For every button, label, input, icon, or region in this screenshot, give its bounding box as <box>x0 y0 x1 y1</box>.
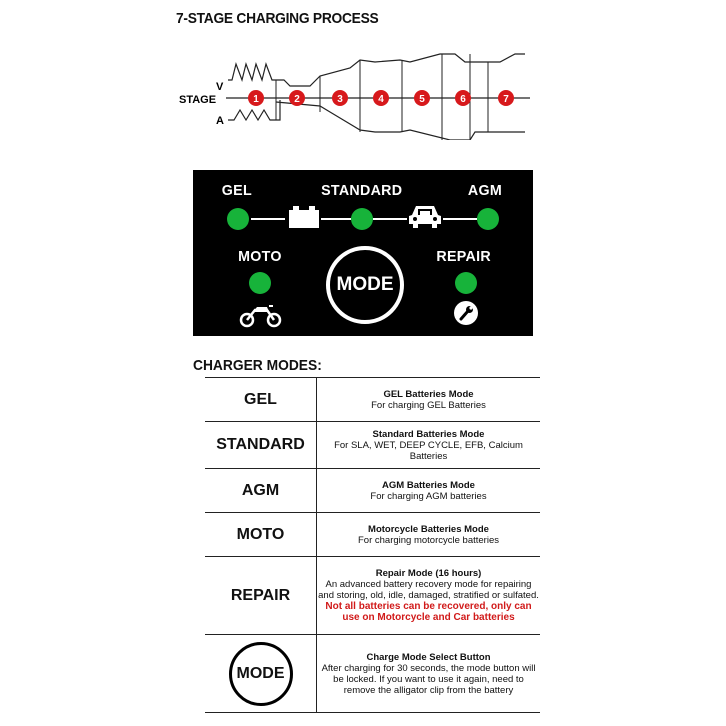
connector-line <box>321 218 351 220</box>
charger-modes-title: CHARGER MODES: <box>193 357 322 374</box>
mode-warning-text: Not all batteries can be recovered, only can use on Motorcycle and Car batteries <box>325 601 532 623</box>
mode-desc-title: Motorcycle Batteries Mode <box>368 523 489 535</box>
agm-label: AGM <box>467 182 503 199</box>
motorcycle-icon <box>239 302 283 328</box>
car-icon <box>407 202 443 230</box>
a-label: A <box>216 115 224 127</box>
mode-desc-text: For SLA, WET, DEEP CYCLE, EFB, Calcium Batteries <box>334 439 523 462</box>
table-row <box>205 557 540 635</box>
mode-button-icon: MODE <box>229 642 293 706</box>
mode-description <box>317 469 541 513</box>
table-row <box>205 422 540 469</box>
stage-number: 7 <box>503 94 509 105</box>
table-row <box>205 635 540 713</box>
table-row <box>205 513 540 557</box>
current-curve <box>228 100 525 140</box>
agm-led <box>477 208 499 230</box>
mode-desc-text: An advanced battery recovery mode for repairing and storing, old, idle, damaged, stratified or sulfated. <box>318 579 539 601</box>
stage-label: STAGE <box>179 94 217 106</box>
standard-label: STANDARD <box>321 182 403 199</box>
moto-label: MOTO <box>238 248 282 265</box>
mode-name <box>205 635 317 713</box>
mode-description <box>317 635 541 713</box>
charging-stage-diagram <box>170 40 530 140</box>
wrench-icon <box>453 300 479 326</box>
process-title: 7-STAGE CHARGING PROCESS <box>176 10 379 27</box>
repair-label: REPAIR <box>436 248 491 265</box>
mode-description <box>317 513 541 557</box>
mode-description <box>317 378 541 422</box>
gel-label: GEL <box>221 182 252 199</box>
standard-led <box>351 208 373 230</box>
stage-number: 1 <box>253 94 259 105</box>
mode-name: AGM <box>205 469 317 513</box>
table-row <box>205 469 540 513</box>
battery-icon <box>287 204 321 230</box>
mode-desc-title: Repair Mode (16 hours) <box>375 568 482 579</box>
charger-modes-table <box>205 377 540 713</box>
mode-description <box>317 422 541 469</box>
mode-desc-title: Charge Mode Select Button <box>366 651 491 663</box>
mode-desc-text: For charging motorcycle batteries <box>358 534 499 546</box>
mode-button[interactable]: MODE <box>326 246 404 324</box>
mode-name: GEL <box>205 378 317 422</box>
stage-number: 6 <box>460 94 466 105</box>
table-row <box>205 378 540 422</box>
mode-description <box>317 557 541 635</box>
stage-number: 4 <box>378 94 384 105</box>
mode-name: MOTO <box>205 513 317 557</box>
connector-line <box>443 218 477 220</box>
mode-desc-text: After charging for 30 seconds, the mode button will be locked. If you want to use it again, need to remove the alligator clip from the battery <box>321 662 536 696</box>
stage-number: 5 <box>419 94 425 105</box>
mode-desc-title: AGM Batteries Mode <box>382 479 475 491</box>
stage-number: 3 <box>337 94 343 105</box>
repair-led <box>455 272 477 294</box>
stage-number: 2 <box>294 94 300 105</box>
connector-line <box>251 218 285 220</box>
mode-desc-text: For charging GEL Batteries <box>371 399 486 411</box>
gel-led <box>227 208 249 230</box>
charger-control-panel <box>193 170 533 336</box>
connector-line <box>373 218 407 220</box>
mode-desc-text: For charging AGM batteries <box>370 490 487 502</box>
v-label: V <box>216 81 224 93</box>
voltage-curve <box>228 54 525 86</box>
mode-desc-title: GEL Batteries Mode <box>383 388 474 400</box>
mode-name: STANDARD <box>205 422 317 469</box>
moto-led <box>249 272 271 294</box>
mode-name: REPAIR <box>205 557 317 635</box>
mode-desc-title: Standard Batteries Mode <box>372 428 485 440</box>
